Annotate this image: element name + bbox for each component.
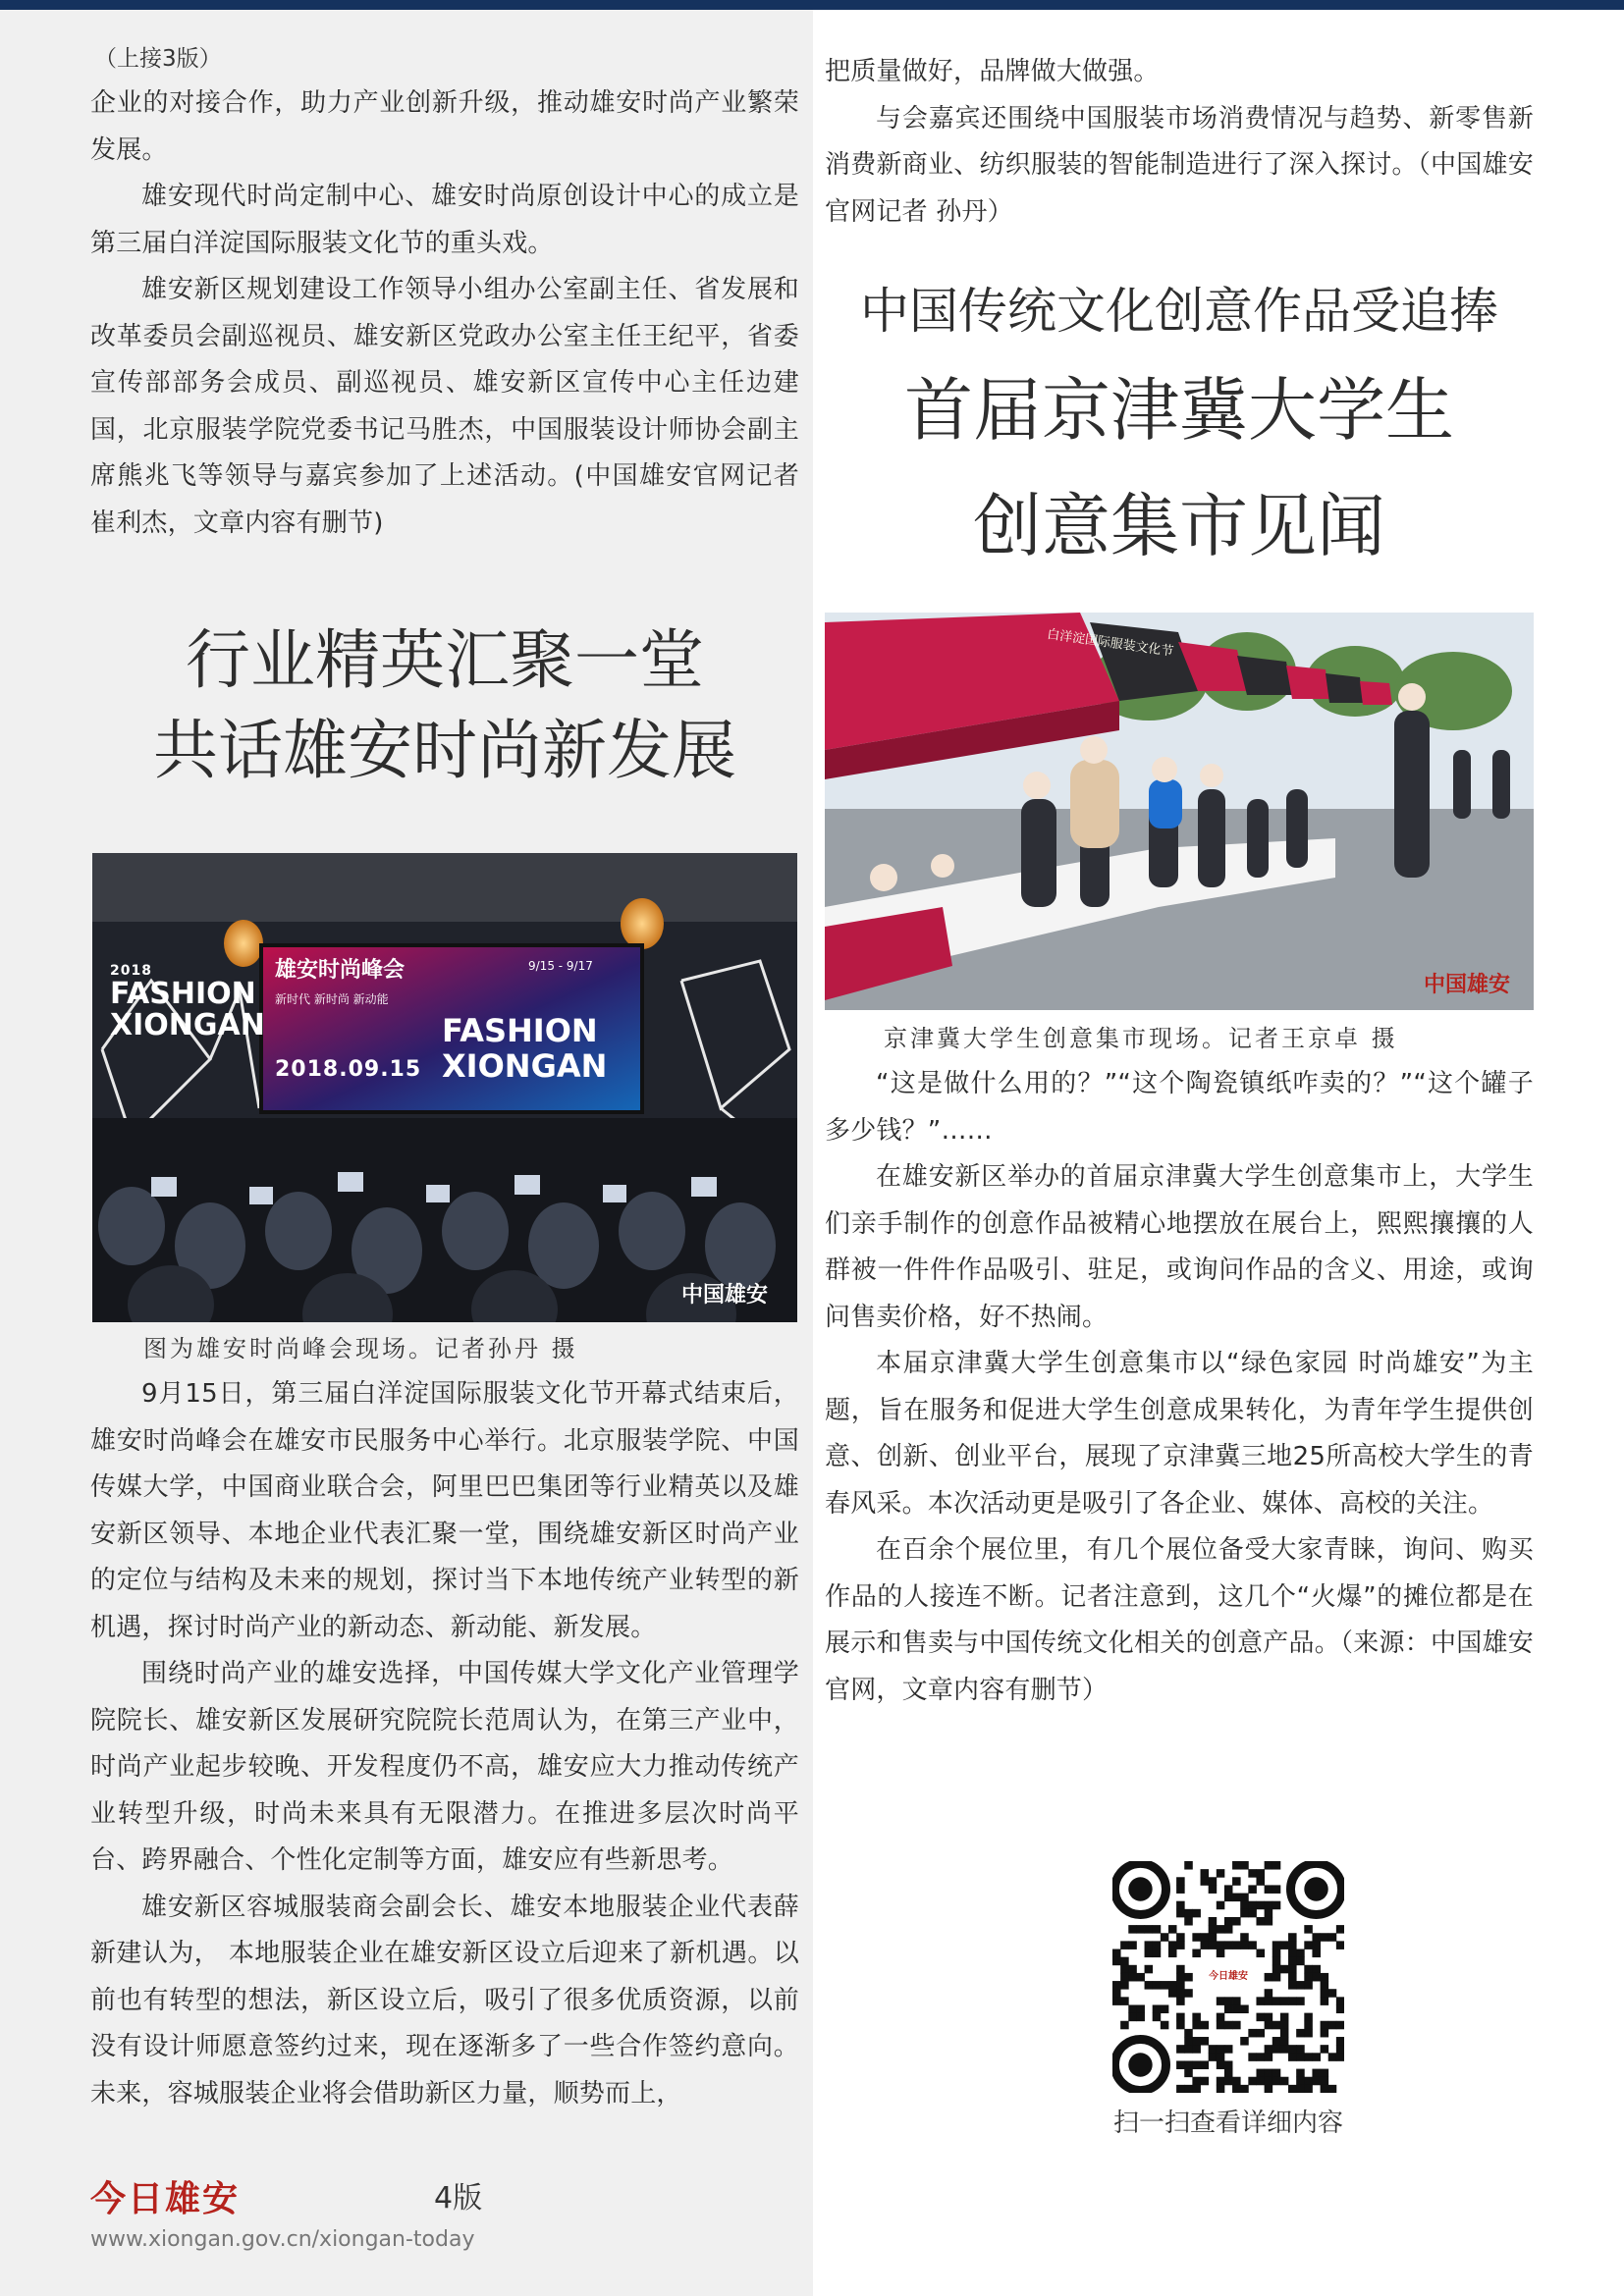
page-edition: 4版 bbox=[434, 2181, 483, 2216]
left-column bbox=[90, 39, 799, 2117]
article-headline-line2: 创意集市见闻 bbox=[973, 486, 1385, 566]
paragraph: 本届京津冀大学生创意集市以“绿色家园 时尚雄安”为主题，旨在服务和促进大学生创意成果转化，为青年学生提供创意、创新、创业平台，展现了京津冀三地25所高校大学生的青春风采。本次活动更是吸引了各企业、媒体、高校的关注。 bbox=[825, 1349, 1534, 1519]
screen-title: 雄安时尚峰会 bbox=[275, 958, 406, 983]
qr-block bbox=[1096, 1861, 1361, 2139]
footer-brand: 今日雄安 bbox=[90, 2178, 241, 2219]
photo-caption: 图为雄安时尚峰会现场。记者孙丹 摄 bbox=[143, 1335, 578, 1362]
fashion-panel-line2: XIONGAN bbox=[110, 1008, 265, 1042]
qr-caption: 扫一扫查看详细内容 bbox=[1112, 2109, 1343, 2138]
paragraph: 企业的对接合作，助力产业创新升级，推动雄安时尚产业繁荣发展。 bbox=[90, 88, 799, 165]
paragraph: 雄安新区规划建设工作领导小组办公室副主任、省发展和改革委员会副巡视员、雄安新区党政办公室主任王纪平，省委宣传部部务会成员、副巡视员、雄安新区宣传中心主任边建国，北京服装学院党委书记马胜杰，中国服装设计师协会副主席熊兆飞等领导与嘉宾参加了上述活动。(中国雄安官网记者 崔利杰，文章内容有删节) bbox=[90, 275, 799, 538]
tent-label: 白洋淀国际服装文化节 bbox=[1046, 627, 1175, 660]
article-subheadline: 中国传统文化创意作品受追捧 bbox=[860, 283, 1498, 340]
paragraph: “这是做什么用的？”“这个陶瓷镇纸咋卖的？”“这个罐子多少钱？”…… bbox=[825, 1069, 1534, 1146]
fashion-panel-year: 2018 bbox=[110, 963, 152, 979]
paragraph: 围绕时尚产业的雄安选择，中国传媒大学文化产业管理学院院长、雄安新区发展研究院院长范周认为，在第三产业中，时尚产业起步较晚、开发程度仍不高，雄安应大力推动传统产业转型升级，时尚未来具有无限潜力。在推进多层次时尚平台、跨界融合、个性化定制等方面，雄安应有些新思考。 bbox=[90, 1659, 799, 1875]
photo-caption: 京津冀大学生创意集市现场。记者王京卓 摄 bbox=[884, 1025, 1398, 1052]
market-photo bbox=[825, 613, 1534, 1010]
top-accent-bar bbox=[0, 0, 1624, 10]
right-column bbox=[825, 49, 1534, 1714]
article-headline-line1: 首届京津冀大学生 bbox=[904, 370, 1454, 451]
paragraph: 9月15日，第三届白洋淀国际服装文化节开幕式结束后，雄安时尚峰会在雄安市民服务中心举行。北京服装学院、中国传媒大学，中国商业联合会，阿里巴巴集团等行业精英以及雄安新区领导、本地企业代表汇聚一堂，围绕雄安新区时尚产业的定位与结构及未来的规划，探讨当下本地传统产业转型的新机遇，探讨时尚产业的新动态、新动能、新发展。 bbox=[90, 1379, 799, 1642]
paragraph: 在百余个展位里，有几个展位备受大家青睐，询问、购买作品的人接连不断。记者注意到，这几个“火爆”的摊位都是在展示和售卖与中国传统文化相关的创意产品。（来源：中国雄安官网，文章内容有删节） bbox=[825, 1535, 1534, 1705]
screen-date-range: 9/15 - 9/17 bbox=[528, 959, 593, 973]
paragraph: 在雄安新区举办的首届京津冀大学生创意集市上，大学生们亲手制作的创意作品被精心地摆放在展台上，熙熙攘攘的人群被一件件作品吸引、驻足，或询问作品的含义、用途，或询问售卖价格，好不热闹。 bbox=[825, 1162, 1534, 1332]
paragraph: 雄安新区容城服装商会副会长、雄安本地服装企业代表薛新建认为， 本地服装企业在雄安新区设立后迎来了新机遇。以前也有转型的想法，新区设立后，吸引了很多优质资源，以前没有设计师愿意签约过来，现在逐渐多了一些合作签约意向。未来，容城服装企业将会借助新区力量，顺势而上， bbox=[90, 1892, 799, 2109]
screen-date: 2018.09.15 bbox=[275, 1057, 422, 1082]
summit-screen bbox=[269, 949, 638, 1106]
photo-watermark: 中国雄安 bbox=[680, 1282, 768, 1308]
article-headline-line1: 行业精英汇聚一堂 bbox=[186, 622, 704, 698]
fashion-panel bbox=[110, 963, 267, 1041]
paragraph: 把质量做好，品牌做大做强。 bbox=[825, 57, 1160, 86]
article-headline-line2: 共话雄安时尚新发展 bbox=[153, 713, 736, 788]
screen-brand2: XIONGAN bbox=[442, 1047, 608, 1085]
screen-brand1: FASHION bbox=[442, 1012, 598, 1049]
photo-watermark: 中国雄安 bbox=[1423, 972, 1510, 997]
fashion-panel-line1: FASHION bbox=[110, 977, 256, 1011]
qr-center-label: 今日雄安 bbox=[1199, 1967, 1258, 1987]
footer-url[interactable]: www.xiongan.gov.cn/xiongan-today bbox=[90, 2227, 475, 2252]
continued-note: （上接3版） bbox=[94, 46, 222, 72]
paragraph: 与会嘉宾还围绕中国服装市场消费情况与趋势、新零售新消费新商业、纺织服装的智能制造进行了深入探讨。（中国雄安官网记者 孙丹） bbox=[825, 103, 1534, 227]
screen-slogan: 新时代 新时尚 新动能 bbox=[275, 992, 389, 1006]
summit-photo bbox=[92, 853, 797, 1322]
page-footer bbox=[90, 2171, 640, 2252]
qr-code[interactable] bbox=[1112, 1861, 1344, 2093]
paragraph: 雄安现代时尚定制中心、雄安时尚原创设计中心的成立是第三届白洋淀国际服装文化节的重头戏。 bbox=[90, 182, 799, 258]
